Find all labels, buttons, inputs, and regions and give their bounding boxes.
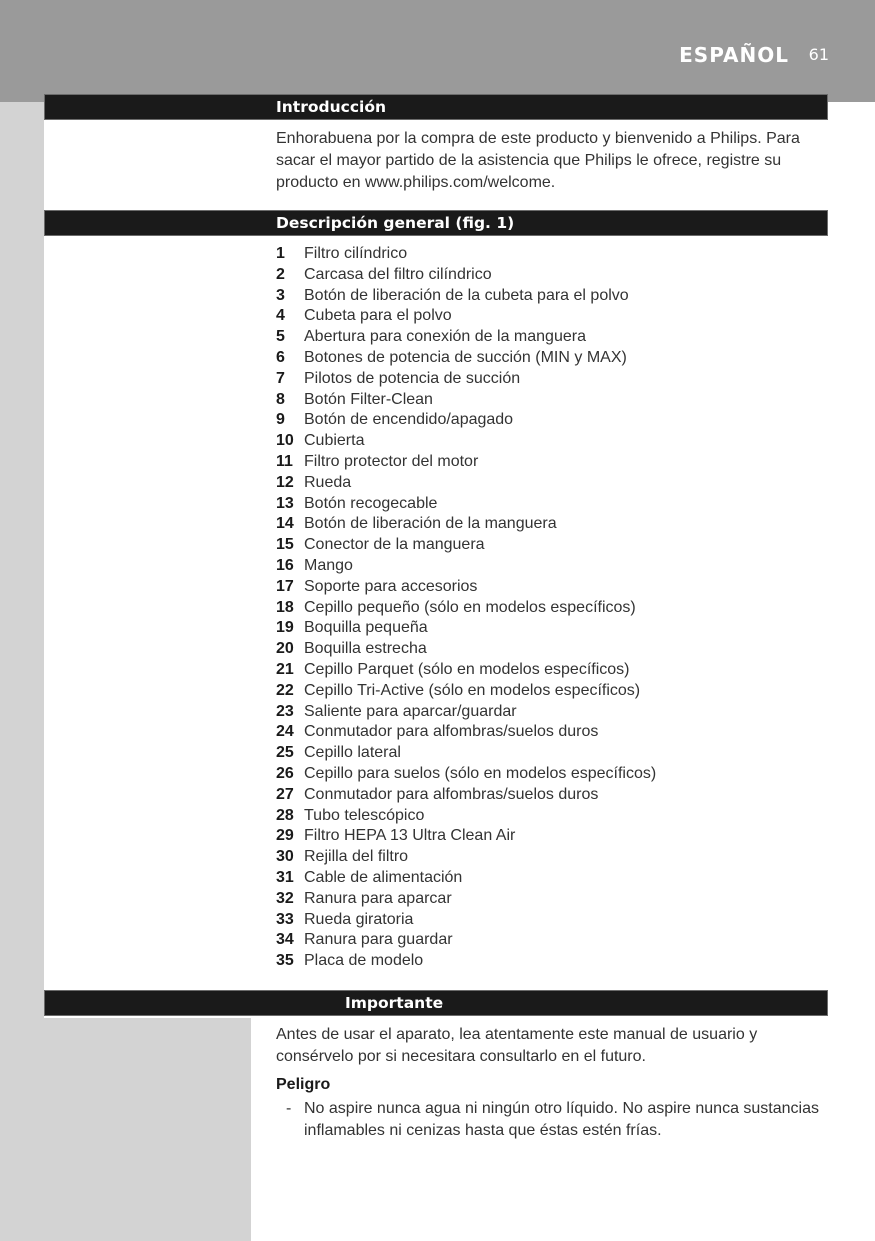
list-item-number: 33	[276, 910, 294, 928]
section-bar-important	[44, 990, 828, 1016]
list-item-label: Rejilla del filtro	[304, 848, 409, 866]
list-item	[276, 598, 656, 619]
list-item-number: 26	[276, 764, 294, 782]
list-item-label: Cubeta para el polvo	[304, 307, 452, 325]
list-item-label: Tubo telescópico	[304, 806, 425, 824]
list-item-label: Botón de liberación de la cubeta para el polvo	[304, 286, 629, 304]
list-item-number: 20	[276, 640, 294, 658]
intro-paragraph: Enhorabuena por la compra de este producto y bienvenido a Philips. Para sacar el mayor partido de la asistencia que Philips le ofrece, registre su producto en www.philips.com/welcome.	[276, 130, 800, 191]
list-item-label: Mango	[304, 556, 353, 574]
list-item	[276, 889, 656, 910]
list-item	[276, 806, 656, 827]
list-item	[276, 410, 656, 431]
list-item-number: 4	[276, 307, 285, 325]
list-item	[276, 286, 656, 307]
list-item-number: 29	[276, 827, 294, 845]
list-item-label: Botón de encendido/apagado	[304, 411, 514, 429]
list-item	[276, 681, 656, 702]
list-item	[276, 556, 656, 577]
list-item-label: Cepillo para suelos (sólo en modelos específicos)	[304, 764, 657, 782]
list-item-number: 15	[276, 536, 294, 554]
list-item	[276, 826, 656, 847]
list-item-number: 23	[276, 702, 294, 720]
page-number: 61	[808, 45, 829, 64]
list-item	[276, 785, 656, 806]
list-item-number: 22	[276, 681, 294, 699]
list-item-number: 16	[276, 556, 294, 574]
list-item-number: 5	[276, 328, 285, 346]
list-item-label: Filtro cilíndrico	[304, 245, 408, 262]
list-item-number: 32	[276, 889, 294, 907]
list-item	[276, 951, 656, 972]
list-item-number: 21	[276, 660, 294, 678]
list-item-number: 35	[276, 952, 294, 970]
list-item	[276, 348, 656, 369]
list-item-number: 6	[276, 348, 285, 366]
list-item	[276, 868, 656, 889]
list-item-number: 13	[276, 494, 294, 512]
list-item	[276, 847, 656, 868]
list-item	[276, 514, 656, 535]
list-item-label: Saliente para aparcar/guardar	[304, 702, 517, 720]
list-item-label: Ranura para aparcar	[304, 889, 452, 907]
list-item-label: Cepillo Parquet (sólo en modelos específicos)	[304, 660, 630, 678]
list-item	[276, 702, 656, 723]
list-item-number: 14	[276, 515, 294, 533]
list-item-label: Cepillo pequeño (sólo en modelos específicos)	[304, 598, 636, 616]
list-item-number: 24	[276, 723, 294, 741]
list-item-label: Cepillo Tri-Active (sólo en modelos específicos)	[304, 681, 641, 699]
section-title-important: Importante	[345, 994, 444, 1012]
list-item	[276, 473, 656, 494]
list-item-label: Boquilla pequeña	[304, 619, 428, 637]
list-item-number: 19	[276, 619, 294, 637]
section-bar-intro	[44, 94, 828, 120]
list-item-label: Conmutador para alfombras/suelos duros	[304, 785, 599, 803]
list-item-label: Abertura para conexión de la manguera	[304, 328, 586, 346]
list-item-number: 8	[276, 390, 285, 408]
list-item-label: Botón Filter-Clean	[304, 390, 433, 408]
language-title: ESPAÑOL	[679, 43, 789, 67]
list-item-label: Filtro protector del motor	[304, 452, 479, 470]
list-item	[276, 535, 656, 556]
section-title-intro: Introducción	[276, 98, 387, 116]
list-item-number: 27	[276, 785, 294, 803]
danger-list-item	[276, 1098, 828, 1142]
list-item-number: 10	[276, 432, 294, 450]
list-item-label: Carcasa del filtro cilíndrico	[304, 265, 492, 283]
list-item	[276, 369, 656, 390]
list-item	[276, 660, 656, 681]
list-item	[276, 930, 656, 951]
list-item	[276, 327, 656, 348]
list-item-number: 7	[276, 369, 285, 387]
list-item-label: Cable de alimentación	[304, 868, 463, 886]
list-item-number: 34	[276, 931, 294, 949]
list-item	[276, 390, 656, 411]
section-title-overview: Descripción general (fig. 1)	[276, 214, 515, 232]
danger-item-text: No aspire nunca agua ni ningún otro líquido. No aspire nunca sustancias inflamables ni cenizas hasta que éstas estén frías.	[304, 1100, 819, 1139]
list-item-label: Boquilla estrecha	[304, 640, 427, 658]
list-item-number: 28	[276, 806, 294, 824]
list-item-number: 30	[276, 848, 294, 866]
list-item-label: Cepillo lateral	[304, 744, 401, 762]
list-item-label: Conector de la manguera	[304, 536, 485, 554]
list-item	[276, 639, 656, 660]
list-item	[276, 577, 656, 598]
list-item	[276, 494, 656, 515]
bullet-dash: -	[286, 1100, 292, 1117]
list-item-label: Conmutador para alfombras/suelos duros	[304, 723, 599, 741]
list-item-number: 18	[276, 598, 294, 616]
list-item-label: Soporte para accesorios	[304, 577, 478, 595]
list-item	[276, 265, 656, 286]
important-paragraph: Antes de usar el aparato, lea atentamente este manual de usuario y consérvelo por si necesitara consultarlo en el futuro.	[276, 1026, 758, 1065]
list-item	[276, 743, 656, 764]
list-item-number: 11	[276, 452, 293, 470]
list-item-label: Rueda	[304, 473, 352, 491]
parts-list	[276, 244, 656, 972]
list-item-number: 9	[276, 411, 285, 429]
list-item-label: Botón de liberación de la manguera	[304, 515, 557, 533]
list-item-label: Botón recogecable	[304, 494, 438, 512]
page-header-band	[0, 0, 875, 102]
list-item-number: 1	[276, 245, 285, 262]
list-item-number: 2	[276, 265, 285, 283]
list-item-label: Filtro HEPA 13 Ultra Clean Air	[304, 827, 516, 845]
list-item-label: Pilotos de potencia de succión	[304, 369, 521, 387]
list-item	[276, 722, 656, 743]
list-item-number: 17	[276, 577, 294, 595]
list-item-label: Rueda giratoria	[304, 910, 414, 928]
overview-margin-band	[44, 210, 251, 990]
list-item	[276, 306, 656, 327]
list-item-number: 25	[276, 744, 294, 762]
list-item	[276, 910, 656, 931]
list-item	[276, 618, 656, 639]
section-bar-overview	[44, 210, 828, 236]
list-item	[276, 431, 656, 452]
danger-heading: Peligro	[276, 1076, 331, 1093]
list-item-number: 3	[276, 286, 285, 304]
list-item	[276, 764, 656, 785]
list-item-label: Ranura para guardar	[304, 931, 453, 949]
list-item	[276, 452, 656, 473]
list-item-label: Placa de modelo	[304, 952, 424, 970]
list-item-label: Cubierta	[304, 432, 365, 450]
list-item-number: 12	[276, 473, 294, 491]
list-item	[276, 244, 656, 265]
list-item-number: 31	[276, 868, 294, 886]
list-item-label: Botones de potencia de succión (MIN y MAX)	[304, 348, 627, 366]
